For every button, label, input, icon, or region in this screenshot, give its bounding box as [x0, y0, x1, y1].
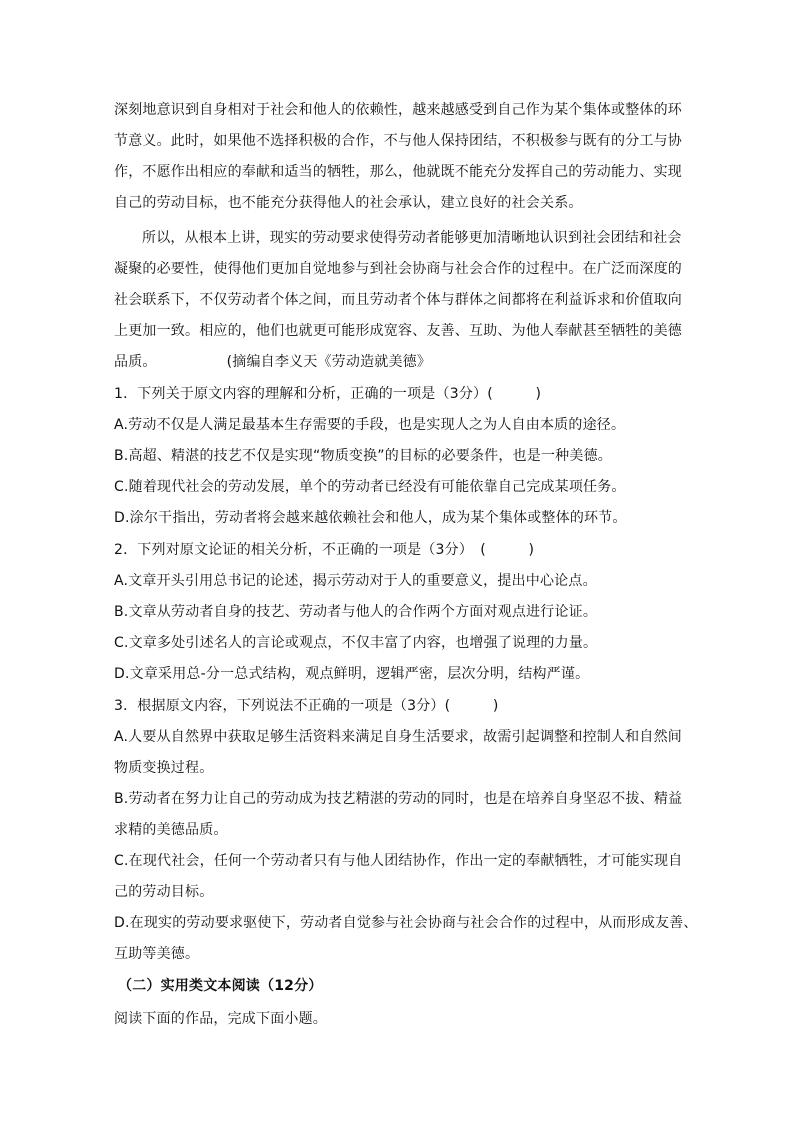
option-a: A.人要从自然界中获取足够生活资料来满足自身生活要求，故需引起调整和控制人和自然间: [114, 729, 682, 745]
option-a: A.劳动不仅是人满足最基本生存需要的手段，也是实现人之为人自由本质的途径。: [114, 417, 626, 433]
section-heading: （二）实用类文本阅读（12分）: [118, 978, 323, 994]
option-d: D.涂尔干指出，劳动者将会越来越依赖社会和他人，成为某个集体或整体的环节。: [114, 510, 627, 526]
option-b: B.高超、精湛的技艺不仅是实现“物质变换”的目标的必要条件，也是一种美德。: [114, 448, 612, 464]
option-b-continued: 求精的美德品质。: [114, 822, 228, 838]
question-stem: 3．根据原文内容，下列说法不正确的一项是（3分）( ): [114, 698, 499, 714]
passage-line: 作，不愿作出相应的奉献和适当的牺牲，那么，他就既不能充分发挥自己的劳动能力、实现: [114, 164, 682, 180]
passage-end-text: 品质。: [114, 354, 157, 370]
option-c: C.文章多处引述名人的言论或观点，不仅丰富了内容，也增强了说理的力量。: [114, 635, 598, 651]
option-c: C.在现代社会，任何一个劳动者只有与他人团结协作，作出一定的奉献牺牲，才可能实现自: [114, 853, 683, 869]
passage-line: 自己的劳动目标，也不能充分获得他人的社会承认，建立良好的社会关系。: [114, 195, 583, 211]
option-d-continued: 互助等美德。: [114, 946, 200, 962]
source-citation: (摘编自李义天《劳动造就美德》: [226, 354, 432, 370]
option-b: B.劳动者在努力让自己的劳动成为技艺精湛的劳动的同时，也是在培养自身坚忍不拔、精益: [114, 791, 683, 807]
option-d: D.文章采用总-分一总式结构，观点鲜明，逻辑严密，层次分明，结构严谨。: [114, 666, 590, 682]
question-stem: 1．下列关于原文内容的理解和分析，正确的一项是（3分）( ): [114, 386, 542, 402]
passage-line: 所以，从根本上讲，现实的劳动要求使得劳动者能够更加清晰地认识到社会团结和社会: [142, 230, 682, 246]
passage-line: 节意义。此时，如果他不选择积极的合作，不与他人保持团结，不积极参与既有的分工与协: [114, 133, 682, 149]
passage-last-line: [114, 352, 431, 372]
option-c-continued: 己的劳动目标。: [114, 884, 214, 900]
passage-line: 凝聚的必要性，使得他们更加自觉地参与到社会协商与社会合作的过程中。在广泛而深度的: [114, 261, 682, 277]
option-a: A.文章开头引用总书记的论述，揭示劳动对于人的重要意义，提出中心论点。: [114, 573, 597, 589]
option-d: D.在现实的劳动要求驱使下，劳动者自觉参与社会协商与社会合作的过程中，从而形成友善、: [114, 915, 698, 931]
passage-line: 深刻地意识到自身相对于社会和他人的依赖性，越来越感受到自己作为某个集体或整体的环: [114, 102, 682, 118]
option-b: B.文章从劳动者自身的技艺、劳动者与他人的合作两个方面对观点进行论证。: [114, 604, 598, 620]
question-stem: 2．下列对原文论证的相关分析，不正确的一项是（3分） ( ): [114, 542, 535, 558]
section-instruction: 阅读下面的作品，完成下面小题。: [114, 1011, 327, 1027]
passage-line: 社会联系下，不仅劳动者个体之间，而且劳动者个体与群体之间都将在利益诉求和价值取向: [114, 292, 682, 308]
passage-line: 上更加一致。相应的，他们也就更可能形成宽容、友善、互助、为他人奉献甚至牺牲的美德: [114, 323, 682, 339]
option-c: C.随着现代社会的劳动发展，单个的劳动者已经没有可能依靠自己完成某项任务。: [114, 479, 626, 495]
option-a-continued: 物质变换过程。: [114, 760, 214, 776]
